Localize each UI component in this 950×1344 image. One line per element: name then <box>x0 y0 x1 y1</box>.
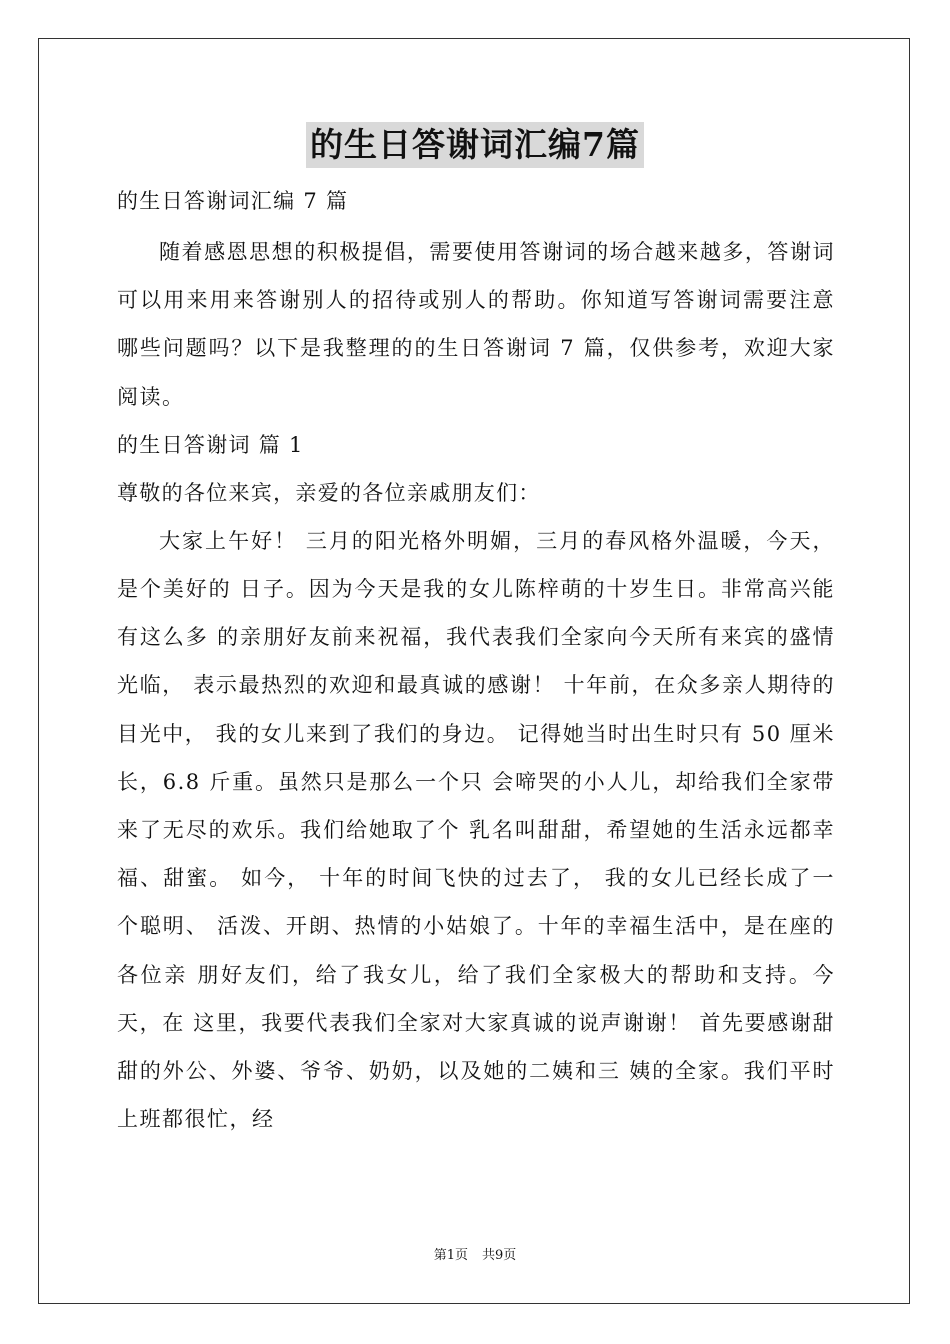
document-body <box>117 177 835 1143</box>
page-footer <box>0 1244 950 1263</box>
body-paragraph: 大家上午好！ 三月的阳光格外明媚，三月的春风格外温暖，今天，是个美好的 日子。因为今天是我的女儿陈梓萌的十岁生日。非常高兴能有这么多 的亲朋好友前来祝福，我代表我们全家向今天所有来宾的盛情光临， 表示最热烈的欢迎和最真诚的感谢！ 十年前，在众多亲人期待的目光中， 我的女儿来到了我们的身边。 记得她当时出生时只有 50 厘米长，6.8 斤重。虽然只是那么一个只 会啼哭的小人儿，却给我们全家带来了无尽的欢乐。我们给她取了个 乳名叫甜甜，希望她的生活永远都幸福、甜蜜。 如今， 十年的时间飞快的过去了， 我的女儿已经长成了一个聪明、 活泼、开朗、热情的小姑娘了。十年的幸福生活中，是在座的各位亲 朋好友们，给了我女儿，给了我们全家极大的帮助和支持。今天，在 这里，我要代表我们全家对大家真诚的说声谢谢！ 首先要感谢甜甜的外公、外婆、爷爷、奶奶，以及她的二姨和三 姨的全家。我们平时上班都很忙，经 <box>117 528 835 1132</box>
salutation: 尊敬的各位来宾，亲爱的各位亲戚朋友们： <box>117 480 541 505</box>
title-container <box>0 122 950 168</box>
intro-paragraph: 随着感恩思想的积极提倡，需要使用答谢词的场合越来越多，答谢词可以用来用来答谢别人的招待或别人的帮助。你知道写答谢词需要注意哪些问题吗？以下是我整理的的生日答谢词 7 篇，仅供参考，欢迎大家阅读。 <box>117 240 835 409</box>
section-heading: 的生日答谢词 篇 1 <box>117 432 304 457</box>
document-title: 的生日答谢词汇编7篇 <box>306 122 644 168</box>
page-number: 第1页 <box>433 1248 468 1263</box>
page-total: 共9页 <box>482 1248 517 1263</box>
document-subtitle: 的生日答谢词汇编 7 篇 <box>117 189 349 213</box>
